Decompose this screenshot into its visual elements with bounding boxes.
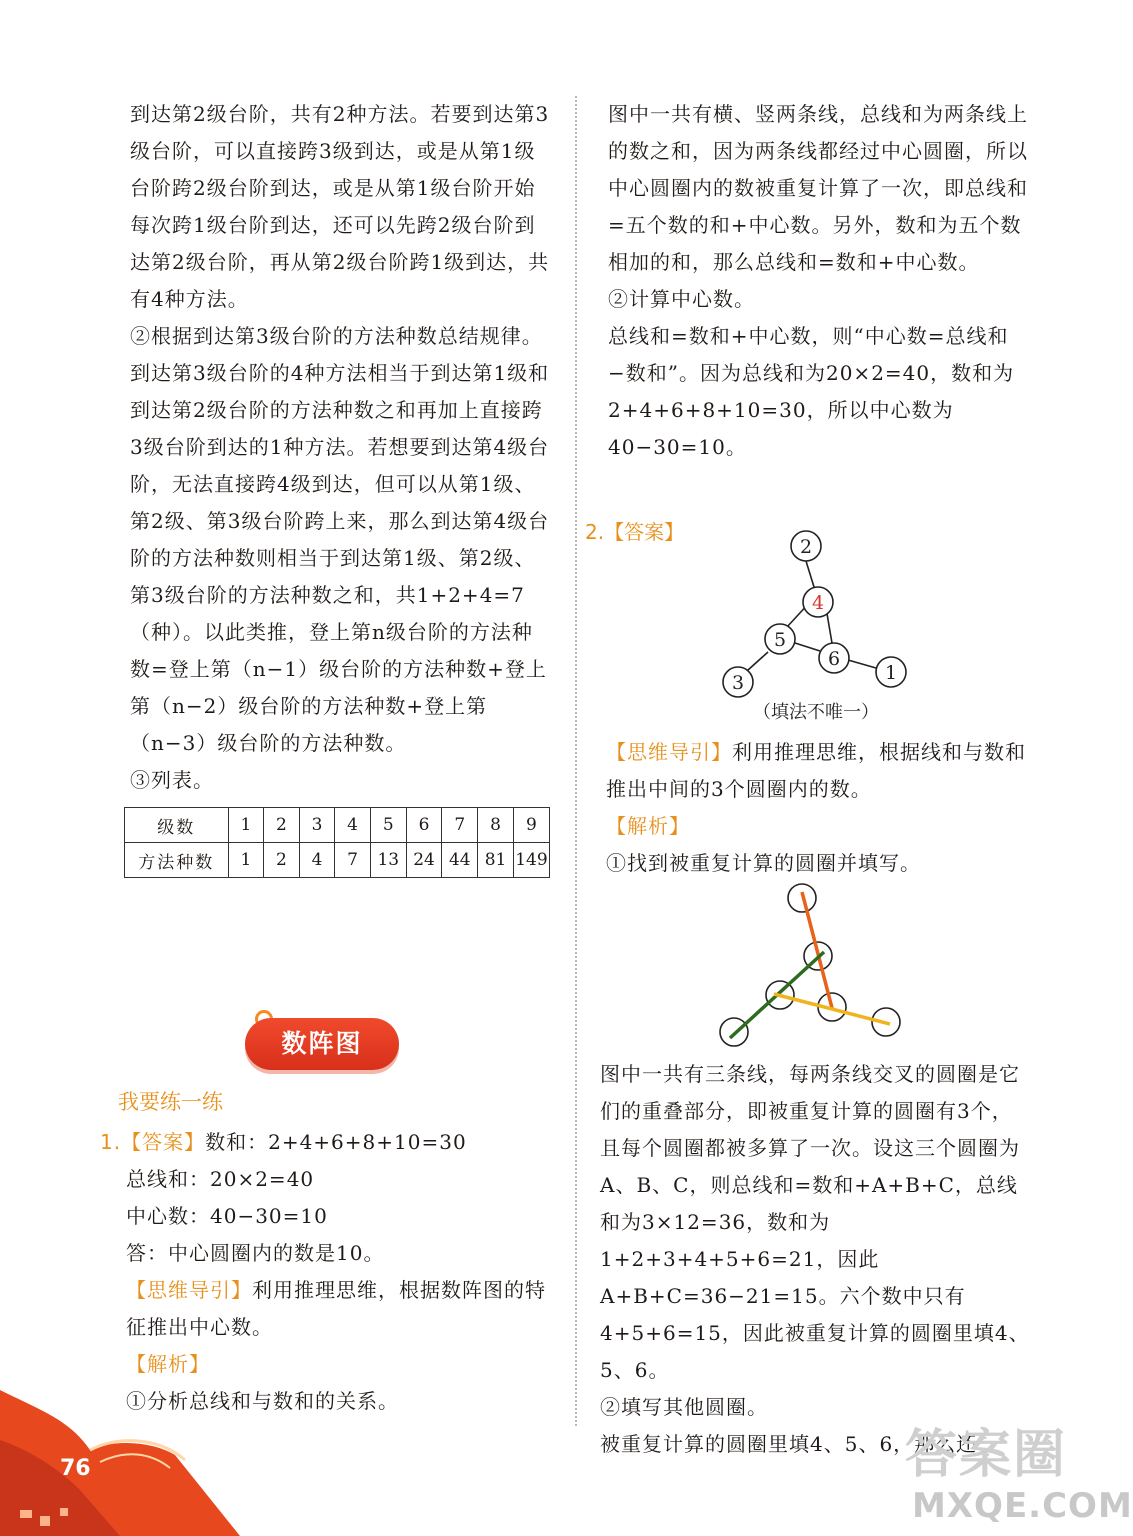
table-cell: 3 (299, 808, 335, 843)
q1-answer-label: 【答案】 (121, 1130, 206, 1154)
q2-step-1: ①找到被重复计算的圆圈并填写。 (606, 851, 921, 875)
left-paragraph-3: 到达第3级台阶的4种方法相当于到达第1级和到达第2级台阶的方法种数之和再加上直接跨3级台阶到达的1种方法。若想要到达第4级台阶，无法直接跨4级到达，但可以从第1级、第2级、第3级台阶跨上来，那么到达第4级台阶的方法种数则相当于到达第1级、第2级、第3级台阶的方法种数之和，共1+2+4=7（种）。以此类推，登上第n级台阶的方法种数=登上第（n−1）级台阶的方法种数+登上第（n−2）级台阶的方法种数+登上第（n−3）级台阶的方法种数。 (130, 361, 550, 755)
diagram-number: 5 (773, 629, 787, 651)
orange-line (802, 892, 832, 1008)
table-cell: 13 (370, 843, 406, 878)
steps-table (124, 807, 550, 878)
table-cell: 4 (299, 843, 335, 878)
q2-number: 2. (585, 520, 605, 544)
right-paragraph-6: 被重复计算的圆圈里填4、5、6，那么还 (600, 1432, 978, 1456)
q1-guide-label: 【思维导引】 (126, 1278, 252, 1302)
diagram-number: 3 (731, 672, 745, 694)
table-cell: 8 (478, 808, 514, 843)
practice-title: 我要练一练 (118, 1090, 223, 1114)
diagram-number: 6 (827, 648, 841, 670)
right-column (608, 96, 1033, 466)
table-cell: 2 (264, 843, 300, 878)
table-cell: 81 (478, 843, 514, 878)
q2-explanation (600, 1056, 1032, 1463)
q2-guide-text: 利用推理思维，根据线和与数和推出中间的3个圆圈内的数。 (606, 740, 1026, 801)
watermark-url: MXQE.COM (912, 1486, 1133, 1526)
q2-header (585, 516, 684, 545)
table-cell: 9 (513, 808, 549, 843)
table-cell: 4 (335, 808, 371, 843)
q1-line-1: 数和：2+4+6+8+10=30 (205, 1130, 467, 1154)
table-cell: 24 (406, 843, 442, 878)
table-cell: 5 (370, 808, 406, 843)
table-cell: 7 (442, 808, 478, 843)
table-row (125, 808, 550, 843)
table-cell: 1 (228, 843, 264, 878)
table-cell: 1 (228, 808, 264, 843)
column-divider (575, 96, 577, 1426)
table-row (125, 843, 550, 878)
q1-step-1: ①分析总线和与数和的关系。 (126, 1389, 399, 1413)
right-paragraph-1: 图中一共有横、竖两条线，总线和为两条线上的数之和，因为两条线都经过中心圆圈，所以中心圆圈内的数被重复计算了一次，即总线和=五个数的和+中心数。另外，数和为五个数相加的和，那么总线和=数和+中心数。 (608, 102, 1028, 274)
figure-caption: （填法不唯一） (753, 702, 879, 723)
q2-guide-label: 【思维导引】 (606, 740, 732, 764)
table-header-cell: 方法种数 (125, 843, 229, 878)
table-cell: 2 (264, 808, 300, 843)
q1-block (100, 1124, 550, 1420)
q1-line-3: 中心数：40−30=10 (126, 1204, 328, 1228)
diagram-number: 2 (799, 536, 813, 558)
diagram-number: 4 (811, 592, 825, 614)
q2-answer-label: 【答案】 (604, 520, 685, 544)
q1-guide-text: 利用推理思维，根据数阵图的特征推出中心数。 (126, 1278, 546, 1339)
corner-decoration (0, 1380, 240, 1536)
diagram-number: 1 (884, 662, 898, 684)
table-cell: 6 (406, 808, 442, 843)
q2-block (606, 734, 1034, 882)
q2-analysis-label: 【解析】 (606, 814, 690, 838)
left-paragraph-1: 到达第2级台阶，共有2种方法。若要到达第3级台阶，可以直接跨3级到达，或是从第1级台阶跨2级台阶到达，或是从第1级台阶开始每次跨1级台阶到达，还可以先跨2级台阶到达第2级台阶，再从第2级台阶跨1级到达，共有4种方法。 (130, 102, 550, 311)
page-number: 76 (60, 1456, 91, 1481)
table-cell: 149 (513, 843, 549, 878)
q1-line-2: 总线和：20×2=40 (126, 1167, 315, 1191)
left-step-2: ②根据到达第3级台阶的方法种数总结规律。 (130, 324, 543, 348)
section-title: 数阵图 (245, 1018, 399, 1070)
right-step-2: ②计算中心数。 (608, 287, 755, 311)
left-column (130, 96, 550, 878)
q1-analysis-label: 【解析】 (126, 1352, 210, 1376)
left-step-3: ③列表。 (130, 768, 214, 792)
answer-diagram (700, 520, 940, 730)
table-cell: 7 (335, 843, 371, 878)
watermark-logo: 答案圈 (905, 1425, 1068, 1485)
right-step-5: ②填写其他圆圈。 (600, 1395, 768, 1419)
yellow-line (774, 994, 890, 1024)
right-paragraph-4: 图中一共有三条线，每两条线交叉的圆圈是它们的重叠部分，即被重复计算的圆圈有3个，且每个圆圈都被多算了一次。设这三个圆圈为A、B、C，则总线和=数和+A+B+C，总线和为3×12=36，数和为1+2+3+4+5+6=21，因此A+B+C=36−21=15。六个数中只有4+5+6=15，因此被重复计算的圆圈里填4、5、6。 (600, 1062, 1030, 1382)
overlap-diagram (700, 880, 930, 1050)
q1-line-4: 答：中心圆圈内的数是10。 (126, 1241, 385, 1265)
right-paragraph-3: 总线和=数和+中心数，则“中心数=总线和−数和”。因为总线和为20×2=40，数和为2+4+6+8+10=30，所以中心数为40−30=10。 (608, 324, 1015, 459)
q1-number: 1. (100, 1130, 122, 1154)
table-header-cell: 级数 (125, 808, 229, 843)
table-cell: 44 (442, 843, 478, 878)
